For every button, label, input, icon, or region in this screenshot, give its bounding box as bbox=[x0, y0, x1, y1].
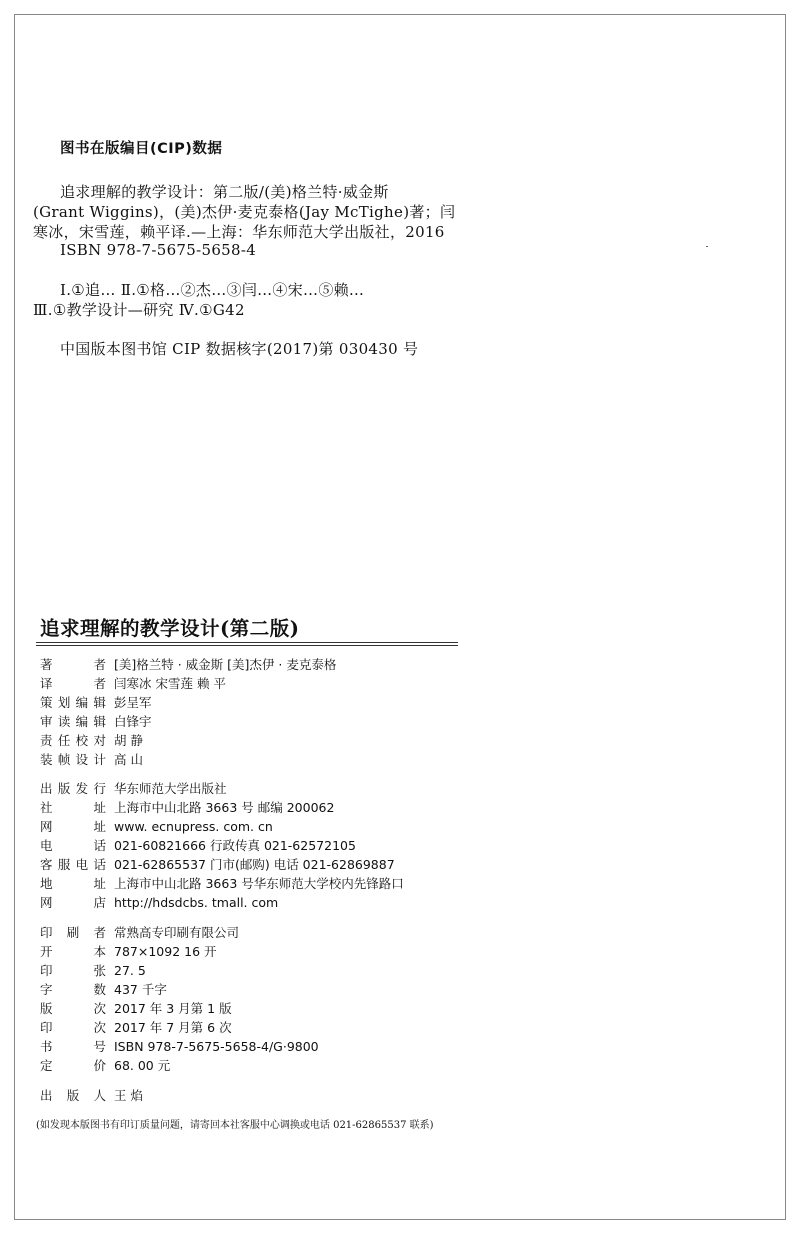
printing-value: 2017 年 7 月第 6 次 bbox=[114, 1020, 232, 1035]
publisher-label: 出版发行 bbox=[40, 781, 106, 796]
credit-value: 闫寒冰 宋雪莲 赖 平 bbox=[114, 676, 226, 691]
credit-row bbox=[40, 656, 336, 673]
printing-label: 印张 bbox=[40, 963, 106, 978]
publisher-person-value: 王 焰 bbox=[114, 1088, 143, 1103]
printing-value: 68. 00 元 bbox=[114, 1058, 171, 1073]
printing-label: 定价 bbox=[40, 1058, 106, 1073]
credit-row bbox=[40, 675, 226, 692]
publisher-label: 客服电话 bbox=[40, 857, 106, 872]
publisher-row bbox=[40, 780, 227, 797]
publisher-value: 021-62865537 门市(邮购) 电话 021-62869887 bbox=[114, 857, 395, 872]
printing-row bbox=[40, 1057, 170, 1074]
credit-value: 白锋宇 bbox=[114, 714, 152, 729]
printing-value: ISBN 978-7-5675-5658-4/G·9800 bbox=[114, 1039, 319, 1054]
book-title: 追求理解的教学设计(第二版) bbox=[40, 617, 300, 640]
credit-row bbox=[40, 713, 152, 730]
title-rule bbox=[36, 645, 458, 646]
publisher-row bbox=[40, 799, 334, 816]
publisher-row bbox=[40, 856, 395, 873]
printing-value: 2017 年 3 月第 1 版 bbox=[114, 1001, 232, 1016]
printing-label: 字数 bbox=[40, 982, 106, 997]
printing-row bbox=[40, 943, 217, 960]
publisher-value: 021-60821666 行政传真 021-62572105 bbox=[114, 838, 356, 853]
printing-row bbox=[40, 1000, 232, 1017]
credit-label: 责任校对 bbox=[40, 733, 106, 748]
cip-line: 寒冰，宋雪莲，赖平译.—上海：华东师范大学出版社，2016 bbox=[33, 223, 445, 241]
credit-label: 著者 bbox=[40, 657, 106, 672]
title-rule bbox=[36, 642, 458, 643]
publisher-value: 上海市中山北路 3663 号华东师范大学校内先锋路口 bbox=[114, 876, 404, 891]
publisher-person-row bbox=[40, 1087, 143, 1104]
publisher-value: http://hdsdcbs. tmall. com bbox=[114, 895, 279, 910]
publisher-row bbox=[40, 818, 273, 835]
cip-isbn: ISBN 978-7-5675-5658-4 bbox=[60, 241, 257, 259]
publisher-value: 上海市中山北路 3663 号 邮编 200062 bbox=[114, 800, 335, 815]
printing-value: 27. 5 bbox=[114, 963, 146, 978]
cip-library-number: 中国版本图书馆 CIP 数据核字(2017)第 030430 号 bbox=[60, 340, 419, 358]
cip-line: (Grant Wiggins)，(美)杰伊·麦克泰格(Jay McTighe)著；闫 bbox=[33, 203, 456, 221]
printing-value: 787×1092 16 开 bbox=[114, 944, 217, 959]
printing-label: 开本 bbox=[40, 944, 106, 959]
printing-label: 版次 bbox=[40, 1001, 106, 1016]
credit-value: [美]格兰特 · 威金斯 [美]杰伊 · 麦克泰格 bbox=[114, 657, 337, 672]
credit-label: 装帧设计 bbox=[40, 752, 106, 767]
publisher-label: 网址 bbox=[40, 819, 106, 834]
publisher-label: 社址 bbox=[40, 800, 106, 815]
printing-label: 印次 bbox=[40, 1020, 106, 1035]
printing-value: 常熟高专印刷有限公司 bbox=[114, 925, 240, 940]
credit-value: 高 山 bbox=[114, 752, 143, 767]
printing-label: 书号 bbox=[40, 1039, 106, 1054]
credit-label: 译者 bbox=[40, 676, 106, 691]
printing-row bbox=[40, 1038, 319, 1055]
credit-value: 胡 静 bbox=[114, 733, 143, 748]
credit-row bbox=[40, 694, 152, 711]
publisher-person-label: 出版人 bbox=[40, 1088, 106, 1103]
publisher-label: 网店 bbox=[40, 895, 106, 910]
publisher-label: 电话 bbox=[40, 838, 106, 853]
cip-classification: Ⅰ.①追… Ⅱ.①格…②杰…③闫…④宋…⑤赖… bbox=[60, 281, 365, 299]
publisher-row bbox=[40, 837, 356, 854]
credit-label: 策划编辑 bbox=[40, 695, 106, 710]
credit-row bbox=[40, 751, 143, 768]
credit-label: 审读编辑 bbox=[40, 714, 106, 729]
cip-heading: 图书在版编目(CIP)数据 bbox=[60, 141, 223, 157]
publisher-label: 地址 bbox=[40, 876, 106, 891]
publisher-value: www. ecnupress. com. cn bbox=[114, 819, 273, 834]
printing-row bbox=[40, 981, 167, 998]
printing-row bbox=[40, 924, 239, 941]
printing-label: 印刷者 bbox=[40, 925, 106, 940]
credit-row bbox=[40, 732, 143, 749]
cip-classification: Ⅲ.①教学设计—研究 Ⅳ.①G42 bbox=[33, 301, 245, 319]
printing-value: 437 千字 bbox=[114, 982, 167, 997]
cip-line: 追求理解的教学设计：第二版/(美)格兰特·威金斯 bbox=[60, 183, 389, 201]
credit-value: 彭呈军 bbox=[114, 695, 152, 710]
printing-row bbox=[40, 962, 146, 979]
publisher-row bbox=[40, 894, 278, 911]
publisher-row bbox=[40, 875, 404, 892]
printing-row bbox=[40, 1019, 232, 1036]
scan-speck bbox=[706, 246, 708, 247]
quality-notice: (如发现本版图书有印订质量问题，请寄回本社客服中心调换或电话 021-62865537 联系) bbox=[36, 1120, 434, 1131]
publisher-value: 华东师范大学出版社 bbox=[114, 781, 227, 796]
